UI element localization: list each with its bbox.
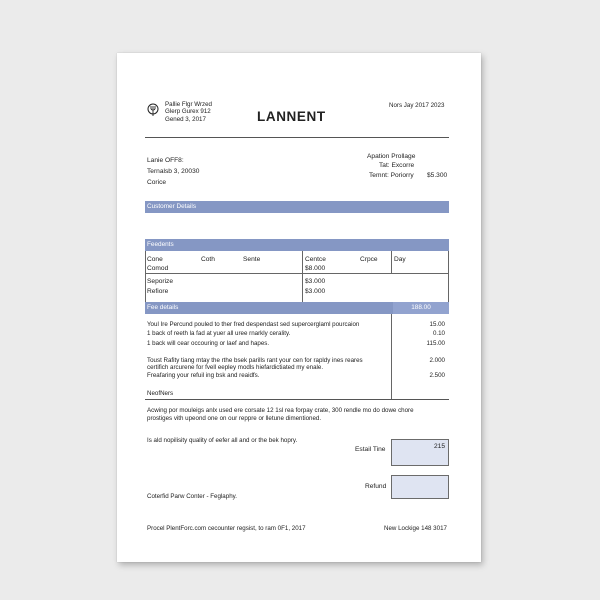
fee-amount: 15.00 [429, 321, 445, 328]
fee-amounts-2 [411, 357, 445, 380]
fee-section-divider [145, 399, 449, 400]
fee-details-bar [145, 302, 449, 314]
fee-line: certifich arcurene for fvell eepley modls hiefardictiated my enale. [147, 364, 324, 372]
fee-note: NeofNers [147, 390, 174, 397]
total-label: Estail Tine [355, 446, 386, 453]
quality-text: Is ald nopilisity quality of eefer all and or the bek hopry. [147, 437, 298, 444]
table-col-divider-2 [391, 251, 392, 273]
fee-col-divider [391, 314, 392, 399]
header-divider [145, 137, 449, 138]
col-header-day: Day [394, 256, 406, 263]
row-value-seporize: $3.000 [305, 278, 326, 285]
document-page [117, 53, 481, 562]
company-address: Glerp Gurex 912 [165, 108, 211, 116]
col-header-cone: Cone [147, 256, 163, 263]
table-row-divider [145, 273, 449, 274]
table-border-right [448, 251, 449, 303]
fee-details-label: Fee details [147, 304, 179, 311]
customer-details-label: Customer Details [147, 203, 197, 210]
fee-amount: 2.000 [429, 357, 445, 364]
fee-details-amount: 188.00 [393, 302, 449, 314]
term-amount: $5.300 [427, 172, 448, 179]
col-header-crpce: Crpce [360, 256, 378, 263]
row-value-refiore: $3.000 [305, 288, 326, 295]
customer-details-bar [145, 201, 449, 213]
fee-line: 1 back of reeth la fad at yuer all uree rnarkly cerality. [147, 330, 291, 338]
col-header-sente: Sente [243, 256, 261, 263]
company-block [165, 101, 212, 123]
signature-text: Coterfid Parw Conter - Feglaphy. [147, 493, 237, 500]
col-header-centce: Centce [305, 256, 326, 263]
billing-note: Corice [147, 179, 167, 186]
company-name: Pallie Flgr Wrzed [165, 101, 212, 108]
application-line-1: Apation Prollage [367, 153, 416, 160]
fee-paragraph-2 [147, 357, 363, 379]
row-label-comod: Comod [147, 265, 169, 272]
footer-left: Procel PlentForc.com cecounter regsist, to ram 0F1, 2017 [147, 525, 306, 532]
feedents-label: Feedents [147, 241, 174, 248]
application-line-2: Tat: Excorre [379, 162, 415, 169]
fee-line: 1 back will cear occouring or laef and hapes. [147, 339, 270, 347]
refund-label: Refund [365, 483, 387, 490]
billing-date: Ternalsb 3, 20030 [147, 168, 200, 175]
fee-line: Toust Rafity tiang mtay the rthe bsek parills rant your cen for rapldy ines reares [147, 357, 363, 364]
footer-right: New Lockige 148 3017 [384, 525, 447, 532]
row-label-seporize: Seporize [147, 278, 174, 285]
billing-name: Lanie OFF8: [147, 157, 184, 164]
fee-amount: 2.500 [429, 372, 445, 380]
fee-paragraph-1 [147, 321, 359, 347]
fee-amount: 0.10 [432, 330, 445, 338]
fee-amounts-1 [411, 321, 445, 347]
billing-left-block [147, 157, 199, 187]
term-label: Temnt: Poriorry [369, 172, 414, 179]
fee-line: Youl Ire Percund pouled to ther fred despendast sed supercerglaml pourcaion [147, 321, 360, 328]
total-value: 215 [433, 443, 445, 450]
agreement-line: Acwing por mouleigs anlx used ere corsate 12 1sl rea forpay crate, 300 rendle mo do dowe chore [147, 407, 414, 414]
table-border-left [145, 251, 146, 303]
total-box [391, 439, 449, 466]
row-value-comod: $8.000 [305, 265, 326, 272]
company-date: Gened 3, 2017 [165, 115, 206, 123]
logo-icon [147, 103, 159, 117]
fee-amount: 115.00 [426, 339, 445, 347]
refund-box [391, 475, 449, 499]
document-title: LANNENT [257, 109, 326, 124]
fee-line: Freafaring your refuil ing bsk and reaidfs. [147, 371, 260, 379]
agreement-text [147, 407, 414, 423]
agreement-line: prostiges vith upeond one on our reppre or lletune dimentioned. [147, 415, 322, 423]
table-col-divider [302, 251, 303, 303]
feedents-bar [145, 239, 449, 251]
document-date: Nors Jay 2017 2023 [389, 102, 445, 109]
row-label-refiore: Refiore [147, 288, 169, 295]
col-header-coth: Coth [201, 256, 215, 263]
